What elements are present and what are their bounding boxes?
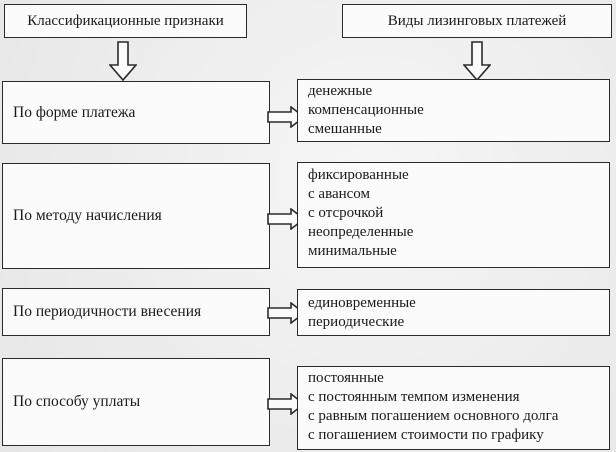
criterion-label: По методу начисления (13, 207, 162, 224)
header-payment-types (342, 4, 612, 38)
header-left-text: Классификационные признаки (27, 12, 224, 29)
types-box-payment-frequency (297, 289, 610, 336)
payment-type-item: смешанные (308, 121, 382, 137)
payment-type-item: фиксированные (308, 167, 409, 183)
types-box-calculation-method (297, 162, 610, 268)
payment-type-item: с постоянным темпом изменения (308, 389, 520, 405)
payment-type-item: денежные (308, 83, 373, 99)
types-box-payment-method (297, 366, 610, 450)
payment-type-item: неопределенные (308, 224, 414, 240)
payment-type-item: минимальные (308, 243, 397, 259)
criterion-box-calculation-method (2, 163, 270, 269)
payment-type-item: компенсационные (308, 102, 424, 118)
criterion-box-payment-method (2, 358, 270, 446)
payment-type-item: с равным погашением основного долга (308, 408, 559, 424)
header-classification-criteria (4, 4, 247, 38)
payment-type-item: периодические (308, 314, 405, 330)
down-arrow-right-icon (463, 41, 491, 81)
criterion-box-payment-frequency (2, 288, 270, 336)
down-arrow-left-icon (109, 41, 137, 81)
criterion-label: По способу уплаты (13, 393, 141, 410)
payment-type-item: с авансом (308, 186, 370, 202)
criterion-box-payment-form (2, 81, 270, 144)
criterion-label: По периодичности внесения (13, 303, 202, 320)
payment-type-item: с погашением стоимости по графику (308, 427, 544, 443)
criterion-label: По форме платежа (13, 103, 136, 121)
types-box-payment-form (297, 79, 610, 142)
header-right-text: Виды лизинговых платежей (387, 12, 567, 29)
payment-type-item: единовременные (308, 295, 416, 311)
payment-type-item: с отсрочкой (308, 205, 384, 221)
payment-type-item: постоянные (308, 370, 384, 386)
